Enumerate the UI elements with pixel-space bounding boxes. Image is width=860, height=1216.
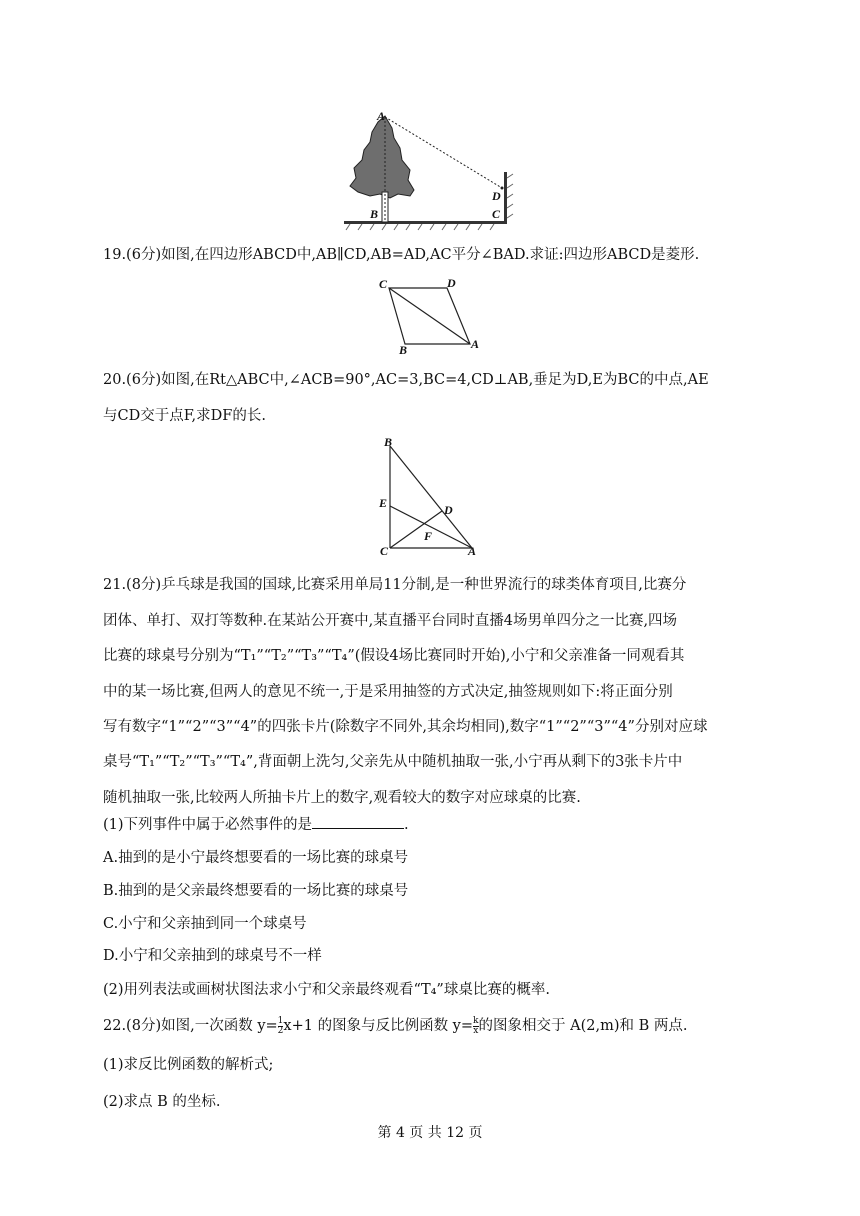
q21-line-4: 中的某一场比赛,但两人的意见不统一,于是采用抽签的方式决定,抽签规则如下:将正面分别 [103,684,673,700]
q21-line-3: 比赛的球桌号分别为“T₁”“T₂”“T₃”“T₄”(假设4场比赛同时开始),小宁和父亲准备一同观看其 [103,648,685,664]
frac2-num: k [473,1015,479,1026]
q21-line-1: 21.(8分)乒乓球是我国的国球,比赛采用单局11分制,是一种世界流行的球类体育项目,比赛分 [103,577,687,593]
fig18-label-d: D [492,189,501,203]
q20-line1: 20.(6分)如图,在Rt△ABC中,∠ACB=90°,AC=3,BC=4,CD⊥AB,垂足为D,E为BC的中点,AE [103,372,709,388]
rhombus-figure [375,276,485,356]
q20-label-b: B [384,435,393,449]
q19-label-a: A [471,337,480,351]
q22-sub1: (1)求反比例函数的解析式; [103,1057,274,1073]
q21-option-c: C.小宁和父亲抽到同一个球桌号 [103,916,307,932]
q21-sub1-end: . [404,817,409,833]
q21-sub1-text: (1)下列事件中属于必然事件的是 [103,817,313,833]
answer-blank[interactable] [312,814,404,829]
q21-line-7: 随机抽取一张,比较两人所抽卡片上的数字,观看较大的数字对应球桌的比赛. [103,790,581,806]
fig18-label-b: B [370,207,379,221]
q21-option-b: B.抽到的是父亲最终想要看的一场比赛的球桌号 [103,883,409,899]
frac1-num: 1 [277,1015,284,1026]
tree-wall-figure [340,108,520,234]
q19-label-d: D [447,276,456,290]
q21-line-5: 写有数字“1”“2”“3”“4”的四张卡片(除数字不同外,其余均相同),数字“1”“2”“3”“4”分别对应球 [103,719,708,735]
q20-label-a: A [468,544,477,558]
q20-line2: 与CD交于点F,求DF的长. [103,408,266,424]
q22-mid: x+1 的图象与反比例函数 y= [283,1018,474,1034]
q22-pre: 22.(8分)如图,一次函数 y= [103,1018,278,1034]
q19-label-c: C [379,277,388,291]
fig18-label-a: A [377,109,386,123]
q21-line-2: 团体、单打、双打等数种.在某站公开赛中,某直播平台同时直播4场男单四分之一比赛,四场 [103,613,678,629]
q20-label-e: E [379,496,388,510]
frac2-den: x [473,1025,479,1036]
frac1-den: 2 [277,1025,284,1036]
page-footer: 第 4 页 共 12 页 [377,1125,483,1141]
q21-line-6: 桌号“T₁”“T₂”“T₃”“T₄”,背面朝上洗匀,父亲先从中随机抽取一张,小宁再从剩下的3张卡片中 [103,754,683,770]
q22-sub2: (2)求点 B 的坐标. [103,1094,221,1110]
q20-label-f: F [424,529,433,543]
right-triangle-figure [376,434,486,558]
q21-sub2: (2)用列表法或画树状图法求小宁和父亲最终观看“T₄”球桌比赛的概率. [103,982,550,998]
q21-option-a: A.抽到的是小宁最终想要看的一场比赛的球桌号 [103,850,409,866]
q22-post: 的图象相交于 A(2,m)和 B 两点. [478,1018,688,1034]
q20-label-c: C [380,544,389,558]
q20-label-d: D [444,503,453,517]
q22-text [103,1016,687,1036]
q21-sub1 [103,814,409,835]
q19-text: 19.(6分)如图,在四边形ABCD中,AB∥CD,AB=AD,AC平分∠BAD.求证:四边形ABCD是菱形. [103,247,700,263]
q19-label-b: B [399,343,408,356]
q21-option-d: D.小宁和父亲抽到的球桌号不一样 [103,948,322,964]
fig18-label-c: C [492,207,501,221]
